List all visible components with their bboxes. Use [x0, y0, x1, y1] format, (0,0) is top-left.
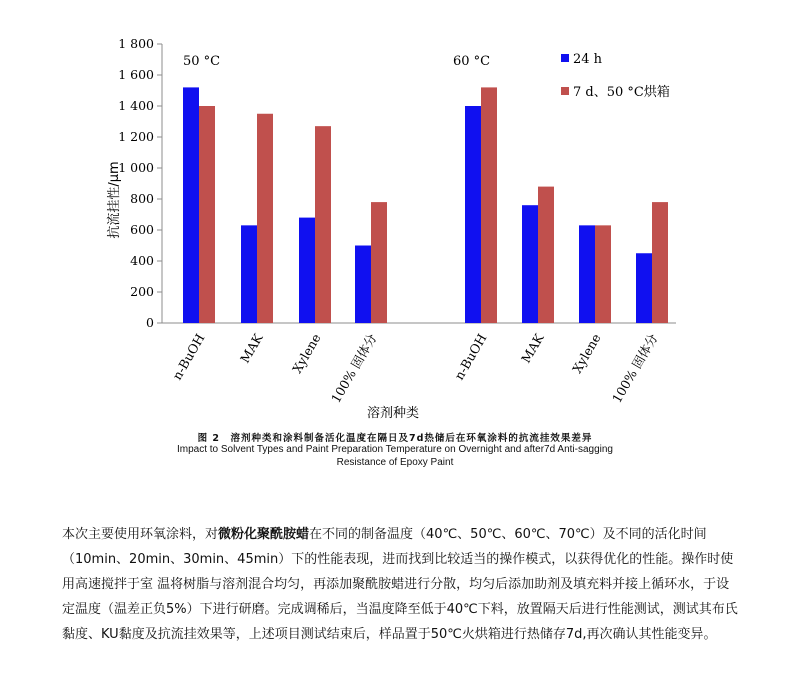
legend-label-7d: 7 d、50 °C烘箱	[573, 85, 670, 100]
body-text-part2: 在不同的制备温度（40℃、50℃、60℃、70℃）及不同的活化时间（10min、20min、30min、45min）下的性能表现，进而找到比较适当的操作模式，以获得优化的性能。操作时使用高速搅拌于室 温将树脂与溶剂混合均匀，再添加聚酰胺蜡进行分散，均匀后添加助剂及填充料并接上循环水，于设定温度（温差正负5%）下进行研磨。完成调稀后，当温度降至低于40℃下料，放置隔天后进行性能测试，测试其布氏黏度、KU黏度及抗流挂效果等，上述项目测试结束后，样品置于50℃火烘箱进行热储存7d,再次确认其性能变异。	[62, 527, 738, 642]
legend-swatch-7d	[561, 87, 569, 95]
bar	[257, 114, 273, 323]
bar	[652, 202, 668, 323]
bar	[371, 202, 387, 323]
body-paragraph	[62, 522, 738, 647]
bar	[636, 253, 652, 323]
body-text-bold: 微粉化聚酰胺蜡	[218, 527, 310, 542]
x-tick-label: MAK	[237, 331, 266, 366]
x-tick-label: n-BuOH	[451, 331, 490, 383]
figure-caption-en	[0, 443, 790, 469]
bar	[299, 218, 315, 323]
x-tick-label: 100% 固体分	[608, 331, 661, 406]
y-tick-label: 1 600	[118, 67, 154, 82]
legend-swatch-24h	[561, 54, 569, 62]
bar	[481, 87, 497, 323]
x-axis-title: 溶剂种类	[366, 406, 420, 421]
y-tick-label: 600	[130, 222, 154, 237]
bar	[538, 187, 554, 323]
x-tick-label: Xylene	[569, 331, 604, 376]
x-tick-label: MAK	[518, 331, 547, 366]
bar	[183, 87, 199, 323]
legend	[561, 52, 670, 100]
group-label-50c: 50 °C	[183, 54, 221, 69]
bar	[595, 225, 611, 323]
y-tick-label: 1 000	[118, 160, 154, 175]
figure-caption-en-line1: Impact to Solvent Types and Paint Preparation Temperature on Overnight and after7d Anti-sagging	[176, 444, 613, 455]
figure-caption-cn: 图 2 溶剂种类和涂料制备活化温度在隔日及7d热储后在环氧涂料的抗流挂效果差异	[197, 433, 593, 444]
bar	[199, 106, 215, 323]
y-tick-label: 800	[130, 191, 154, 206]
y-tick-label: 1 200	[118, 129, 154, 144]
y-tick-label: 200	[130, 284, 154, 299]
x-tick-labels	[169, 330, 661, 405]
bar	[465, 106, 481, 323]
group-label-60c: 60 °C	[453, 54, 491, 69]
y-tick-label: 1 400	[118, 98, 154, 113]
x-tick-label: n-BuOH	[169, 331, 208, 383]
figure-caption-en-line2: Resistance of Epoxy Paint	[336, 457, 454, 468]
x-tick-label: 100% 固体分	[327, 331, 380, 406]
legend-label-24h: 24 h	[573, 52, 603, 67]
y-tick-label: 0	[146, 315, 154, 330]
bar	[355, 246, 371, 324]
y-tick-label: 400	[130, 253, 154, 268]
body-text-part1: 本次主要使用环氧涂料，对	[62, 527, 219, 542]
bar	[522, 205, 538, 323]
y-axis-title: 抗流挂性/μm	[107, 161, 122, 239]
x-tick-label: Xylene	[289, 331, 324, 376]
bar	[241, 225, 257, 323]
bar	[579, 225, 595, 323]
bars	[183, 87, 668, 323]
y-tick-label: 1 800	[118, 36, 154, 51]
bar	[315, 126, 331, 323]
